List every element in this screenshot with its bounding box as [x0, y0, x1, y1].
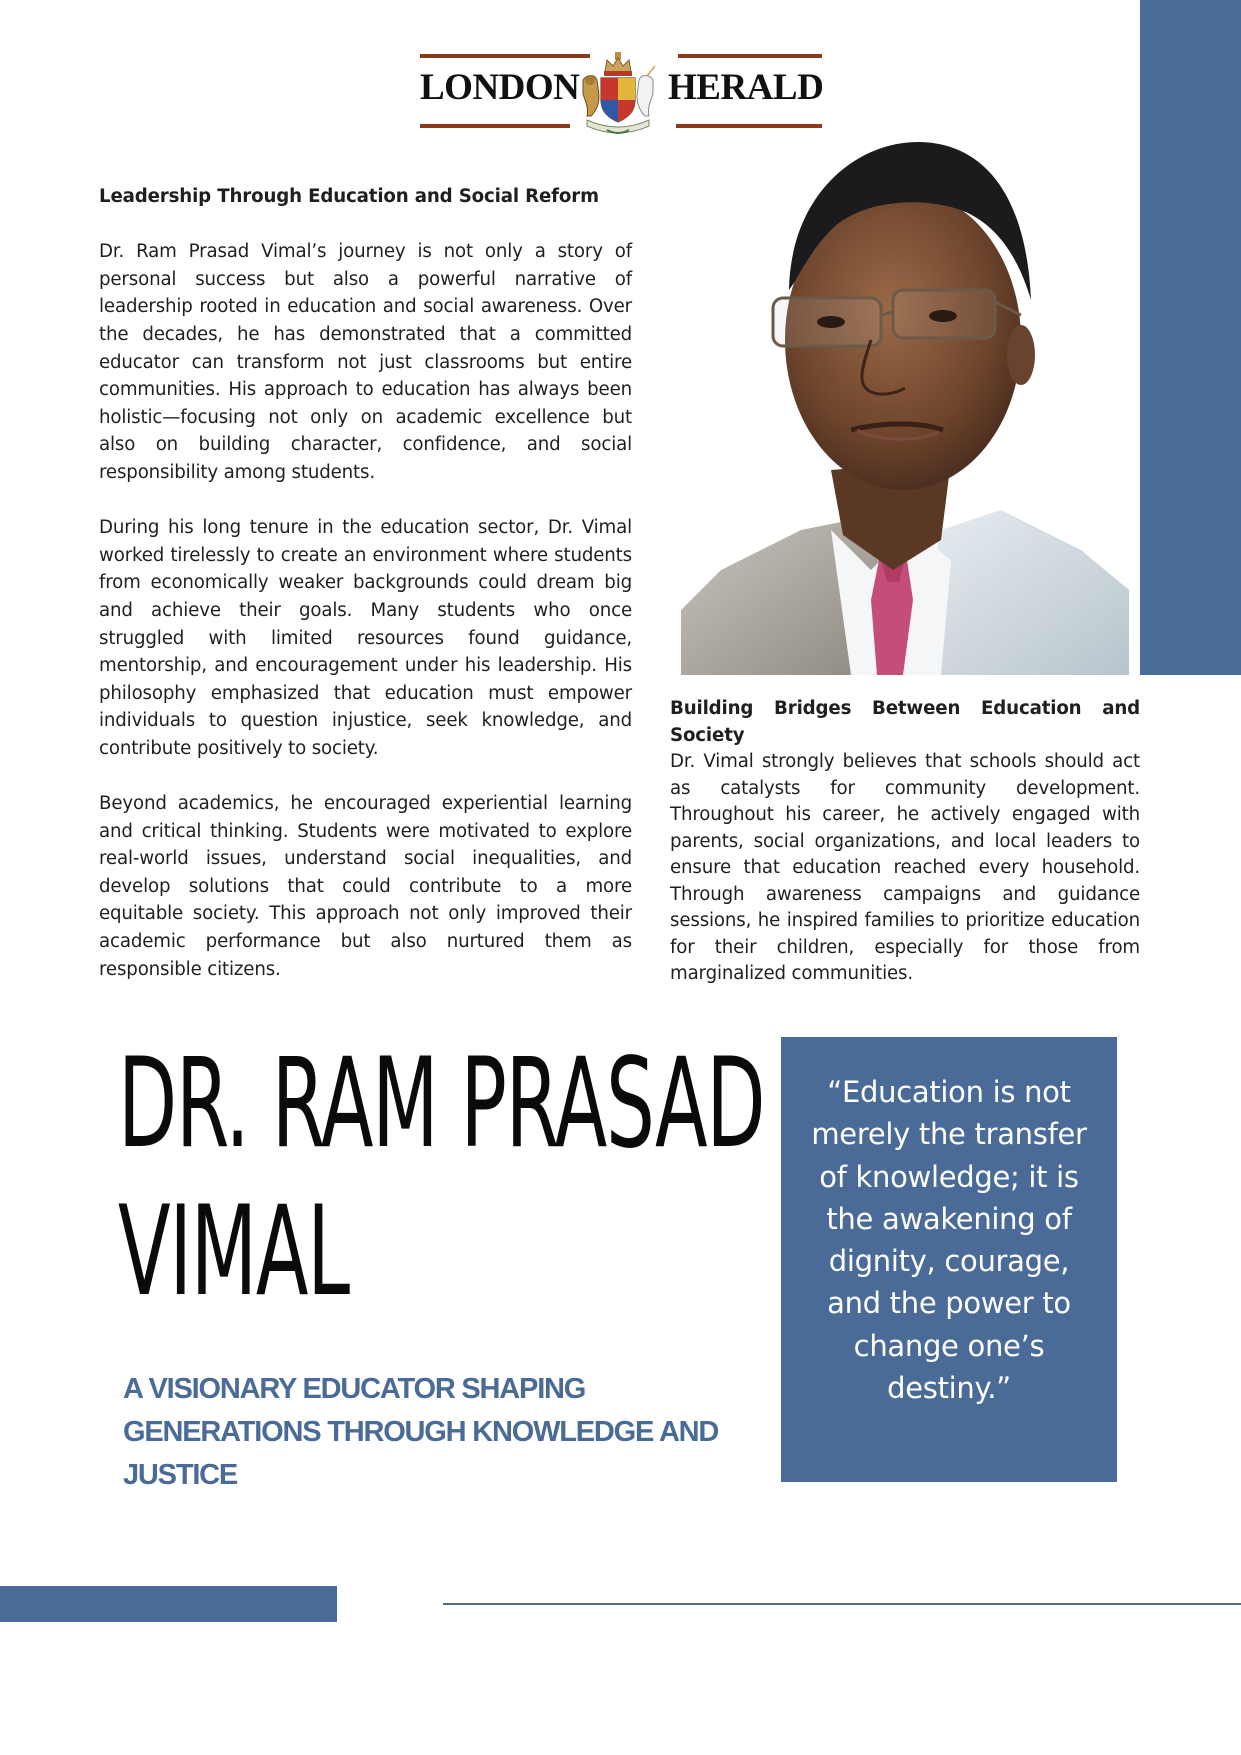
pull-quote-box — [781, 1037, 1117, 1482]
footer-divider-line — [443, 1603, 1241, 1605]
portrait-illustration — [681, 130, 1133, 675]
masthead-rule-bottom-left — [420, 124, 570, 128]
masthead-word-right: HERALD — [668, 67, 824, 108]
masthead-rule-bottom-right — [676, 124, 822, 128]
feature-name-title — [118, 1030, 765, 1326]
footer-accent-bar — [0, 1586, 337, 1622]
masthead-logo — [420, 54, 822, 130]
left-article-column — [99, 183, 632, 983]
right-article-column — [670, 696, 1140, 988]
section-heading-leadership: Leadership Through Education and Social Reform — [99, 186, 599, 207]
pull-quote-text: “Education is not merely the transfer of knowledge; it is the awakening of dignity, courage, and the power to change one’s destiny.” — [811, 1075, 1087, 1406]
portrait-photo — [681, 130, 1133, 675]
paragraph-leadership: Dr. Ram Prasad Vimal’s journey is not only a story of personal success but also a powerful narrative of leadership rooted in education and social awareness. Over the decades, he has demonstrated that a committed educator can transform not just classrooms but entire communities. His approach to education has always been holistic—focusing not only on academic excellence but also on building character, confidence, and social responsibility among students. — [99, 241, 632, 483]
masthead-rule-top-right — [678, 54, 822, 58]
feature-subtitle: A VISIONARY EDUCATOR SHAPING GENERATIONS THROUGH KNOWLEDGE AND JUSTICE — [123, 1373, 719, 1491]
section-heading-building-bridges: Building Bridges Between Education and Society — [670, 698, 1140, 746]
masthead-word-left: LONDON — [420, 67, 580, 108]
paragraph-community: Dr. Vimal strongly believes that schools should act as catalysts for community development. Throughout his career, he actively engaged with parents, social organizations, and local leaders to ensure that education reached every household. Through awareness campaigns and guidance sessions, he inspired families to prioritize education for their children, especially for those from marginalized communities. — [670, 751, 1140, 984]
right-accent-band — [1140, 0, 1241, 675]
feature-name-line-1: DR. RAM PRASAD — [118, 1032, 765, 1176]
royal-coat-of-arms-icon — [577, 50, 659, 138]
paragraph-beyond-academics: Beyond academics, he encouraged experiential learning and critical thinking. Students were motivated to explore real-world issues, understand social inequalities, and develop solutions that could contribute to a more equitable society. This approach not only improved their academic performance but also nurtured them as responsible citizens. — [99, 793, 632, 980]
paragraph-tenure: During his long tenure in the education sector, Dr. Vimal worked tirelessly to create an environment where students from economically weaker backgrounds could dream big and achieve their goals. Many students who once struggled with limited resources found guidance, mentorship, and encouragement under his leadership. His philosophy emphasized that education must empower individuals to question injustice, seek knowledge, and contribute positively to society. — [99, 517, 632, 759]
masthead-rule-top-left — [420, 54, 590, 58]
feature-name-line-2: VIMAL — [118, 1180, 349, 1324]
